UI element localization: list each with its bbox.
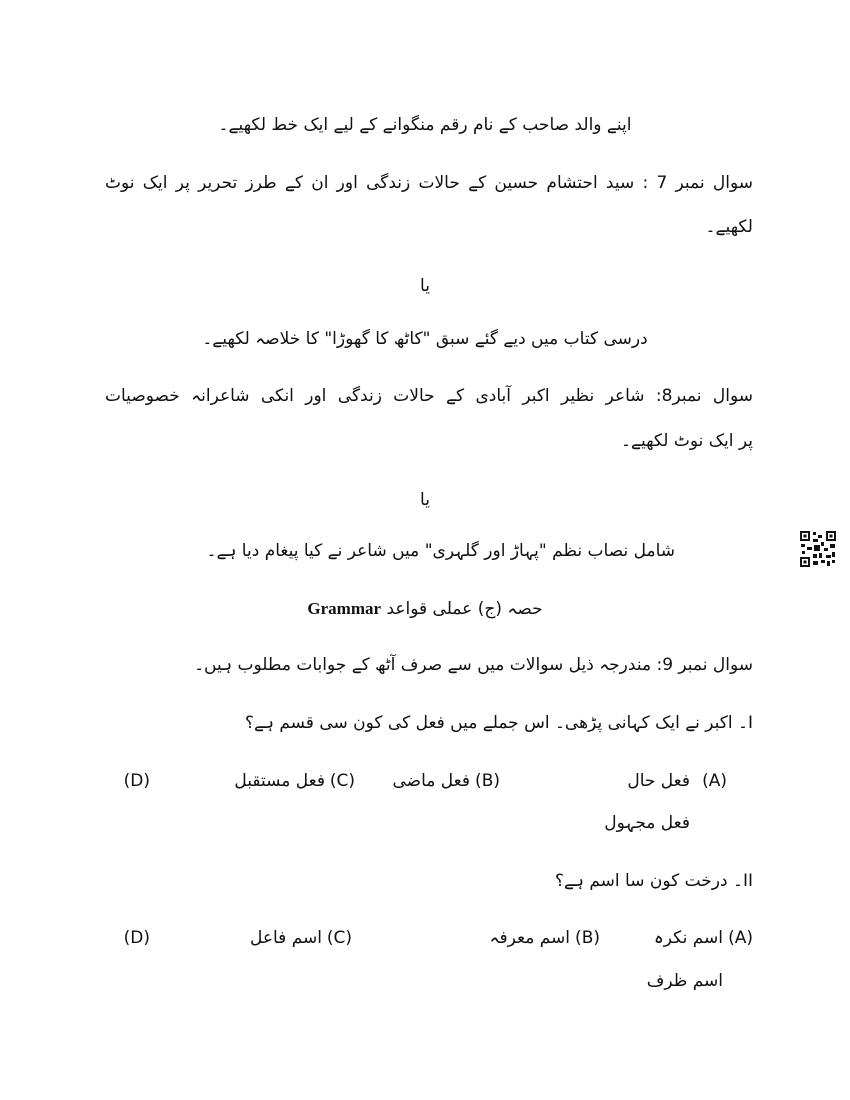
question-7-continued: لکھیے۔ — [705, 217, 753, 237]
or-separator: یا — [420, 276, 430, 296]
option-b-label: (B) — [575, 928, 600, 948]
lesson-summary-question: درسی کتاب میں دیے گئے سبق "کاٹھ کا گھوڑا" کا خلاصہ لکھیے۔ — [202, 329, 648, 349]
option-d-text: اسم ظرف — [646, 971, 723, 991]
option-a-label: (A) — [702, 771, 727, 791]
option-c-text: اسم فاعل — [249, 928, 322, 948]
section-heading-english: Grammar — [307, 599, 382, 618]
question-8-continued: پر ایک نوٹ لکھیے۔ — [621, 431, 753, 451]
option-a-label: (A) — [728, 928, 753, 948]
option-b-text: فعل ماضی — [392, 771, 470, 791]
option-d-text: فعل مجہول — [604, 813, 690, 833]
question-ii: II۔ درخت کون سا اسم ہے؟ — [554, 871, 753, 891]
question-8: سوال نمبر8: شاعر نظیر اکبر آبادی کے حالات زندگی اور انکی شاعرانہ خصوصیات — [105, 386, 753, 406]
question-i: I۔ اکبر نے ایک کہانی پڑھی۔ اس جملے میں فعل کی کون سی قسم ہے؟ — [244, 713, 753, 733]
poem-question: شامل نصاب نظم "پہاڑ اور گلہری" میں شاعر نے کیا پیغام دیا ہے۔ — [206, 541, 675, 561]
letter-question: اپنے والد صاحب کے نام رقم منگوانے کے لیے ایک خط لکھیے۔ — [218, 115, 632, 135]
option-c-label: (C) — [326, 928, 352, 948]
option-d-label: (D) — [123, 771, 150, 791]
section-heading — [0, 596, 850, 622]
qr-code-icon — [799, 530, 837, 568]
question-7: سوال نمبر 7 : سید احتشام حسین کے حالات زندگی اور ان کے طرز تحریر پر ایک نوٹ — [105, 173, 753, 193]
option-a-text: اسم نکرہ — [653, 928, 723, 948]
section-heading-urdu: حصہ (ج) عملی قواعد — [386, 599, 543, 619]
option-c-label: (C) — [329, 771, 355, 791]
option-b-text: اسم معرفہ — [489, 928, 570, 948]
option-b-label: (B) — [475, 771, 500, 791]
option-a-text: فعل حال — [627, 771, 690, 791]
option-d-label: (D) — [123, 928, 150, 948]
option-c-text: فعل مستقبل — [234, 771, 325, 791]
or-separator: یا — [420, 490, 430, 510]
question-9: سوال نمبر 9: مندرجہ ذیل سوالات میں سے صرف آٹھ کے جوابات مطلوب ہیں۔ — [194, 655, 753, 675]
